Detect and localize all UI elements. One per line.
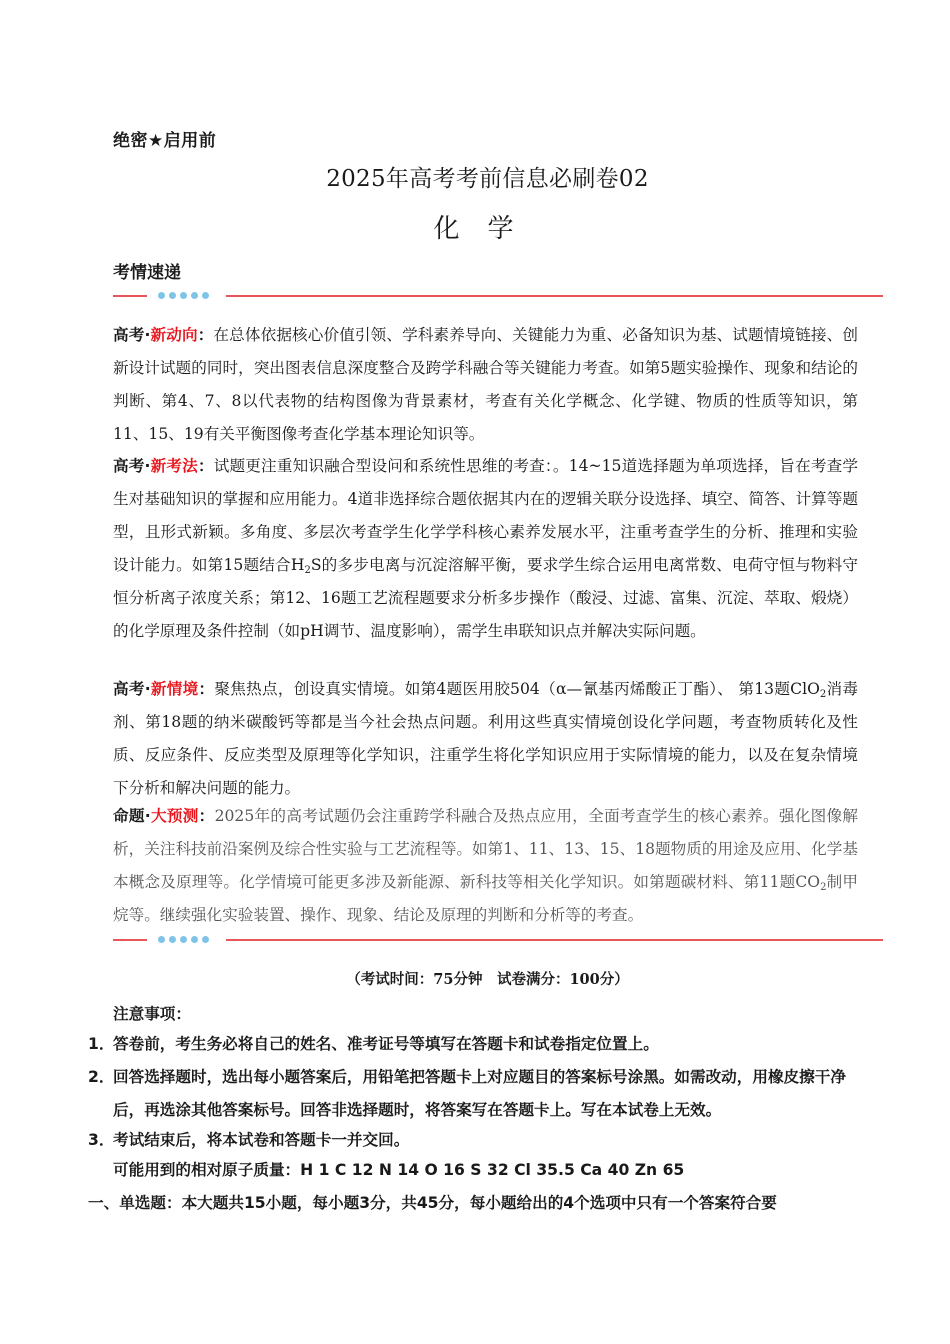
overview-heading: 考情速递 — [113, 263, 181, 283]
notes-title: 注意事项： — [113, 1005, 191, 1023]
note-item: 1．答卷前，考生务必将自己的姓名、准考证号等填写在答题卡和试卷指定位置上。 — [88, 1035, 659, 1053]
note-item: 3．考试结束后，将本试卷和答题卡一并交回。 — [88, 1131, 410, 1149]
exam-time-info: （考试时间：75分钟 试卷满分：100分） — [346, 971, 629, 988]
overview-item-new-context: 高考·新情境：聚焦热点，创设真实情境。如第4题医用胶504（α—氰基丙烯酸正丁酯）、 第13题ClO$_2$消毒剂、第18题的纳米碳酸钙等都是当今社会热点问题。利用这些真实情境创设化学问题，考查物质转化及性质、反应条件、反应类型及原理等化学知识，注重学生将化学知识应用于实际情境的能力，以及在复杂情境下分析和解决问题的能力。 — [113, 680, 858, 797]
note-item: 2． 回答选择题时，选出每小题答案后，用铅笔把答题卡上对应题目的答案标号涂黑。如需改动，用橡皮擦干净后，再选涂其他答案标号。回答非选择题时，将答案写在答题卡上。写在本试卷上无效。 — [88, 1068, 846, 1119]
overview-item-new-direction: 高考·新动向：在总体依据核心价值引领、学科素养导向、关键能力为重、必备知识为基、试题情境链接、创新设计试题的同时，突出图表信息深度整合及跨学科融合等关键能力考查。如第5题实验操作、现象和结论的判断、第4、7、8以代表物的结构图像为背景素材，考查有关化学概念、化学键、物质的性质等知识，第11、15、19有关平衡图像考查化学基本理论知识等。 — [113, 326, 858, 443]
confidential-label: 绝密★启用前 — [113, 131, 217, 151]
top-divider — [113, 291, 883, 301]
exam-title: 2025年高考考前信息必刷卷02 — [326, 166, 649, 192]
section-one-heading: 一、单选题：本大题共15小题，每小题3分，共45分，每小题给出的4个选项中只有一个答案符合要 — [88, 1194, 777, 1212]
overview-item-new-method: 高考·新考法：试题更注重知识融合型设问和系统性思维的考查：。14~15道选择题为单项选择，旨在考查学生对基础知识的掌握和应用能力。4道非选择综合题依据其内在的逻辑关联分设选择、填空、简答、计算等题型，且形式新颖。多角度、多层次考查学生化学学科核心素养发展水平，注重考查学生的分析、推理和实验设计能力。如第15题结合$H_2S$的多步电离与沉淀溶解平衡，要求学生综合运用电离常数、电荷守恒与物料守恒分析离子浓度关系；第12、16题工艺流程题要求分析多步操作（酸浸、过滤、富集、沉淀、萃取、煅烧）的化学原理及条件控制（如pH调节、温度影响），需学生串联知识点并解决实际问题。 — [113, 457, 858, 640]
atomic-masses: 可能用到的相对原子质量：H 1 C 12 N 14 O 16 S 32 Cl 35.5 Ca 40 Zn 65 — [113, 1161, 685, 1179]
subject-title: 化学 — [433, 214, 542, 244]
bottom-divider — [113, 935, 883, 945]
overview-item-prediction: 命题·大预测：2025年的高考试题仍会注重跨学科融合及热点应用，全面考查学生的核心素养。强化图像解析，关注科技前沿案例及综合性实验与工艺流程等。如第1、11、13、15、18题物质的用途及应用、化学基本概念及原理等。化学情境可能更多涉及新能源、新科技等相关化学知识。如第题碳材料、第11题$CO_2$制甲烷等。继续强化实验装置、操作、现象、结论及原理的判断和分析等的考查。 — [113, 807, 858, 924]
